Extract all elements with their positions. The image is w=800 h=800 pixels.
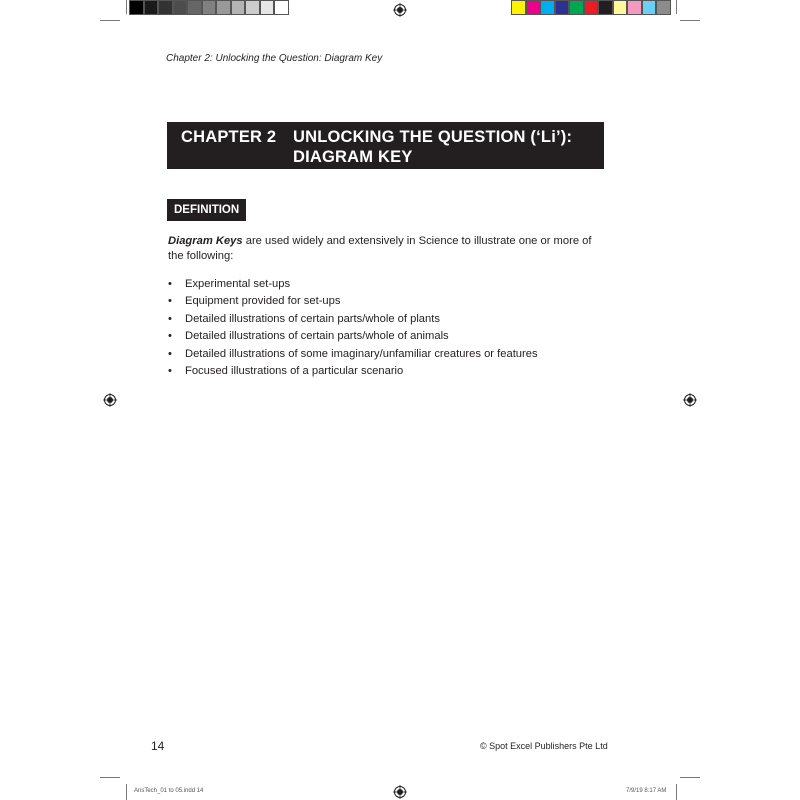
crop-mark bbox=[100, 777, 120, 778]
page-number: 14 bbox=[151, 739, 165, 753]
chapter-title-line1: UNLOCKING THE QUESTION (‘Li’): bbox=[293, 128, 573, 146]
color-swatch bbox=[584, 0, 599, 15]
color-swatch bbox=[187, 0, 202, 15]
list-item: • Detailed illustrations of certain parts/whole of plants bbox=[168, 312, 538, 329]
color-swatch bbox=[144, 0, 159, 15]
bullet-list bbox=[168, 277, 538, 381]
color-swatch bbox=[245, 0, 260, 15]
color-swatch bbox=[526, 0, 541, 15]
color-swatch bbox=[642, 0, 657, 15]
color-swatch bbox=[231, 0, 246, 15]
crop-mark bbox=[126, 784, 127, 800]
color-swatch bbox=[158, 0, 173, 15]
intro-paragraph bbox=[168, 234, 608, 264]
color-swatch bbox=[274, 0, 289, 15]
color-swatch bbox=[555, 0, 570, 15]
crop-mark bbox=[676, 784, 677, 800]
chapter-heading bbox=[167, 122, 604, 169]
color-swatch bbox=[260, 0, 275, 15]
color-swatch bbox=[656, 0, 671, 15]
color-swatch bbox=[202, 0, 217, 15]
list-item: • Equipment provided for set-ups bbox=[168, 294, 538, 311]
registration-mark-icon bbox=[393, 3, 407, 17]
color-swatch bbox=[598, 0, 613, 15]
running-head: Chapter 2: Unlocking the Question: Diagram Key bbox=[166, 53, 383, 64]
crop-mark bbox=[680, 777, 700, 778]
list-item: • Detailed illustrations of some imaginary/unfamiliar creatures or features bbox=[168, 347, 538, 364]
crop-mark bbox=[100, 20, 120, 21]
intro-text: are used widely and extensively in Science to illustrate one or more of the following: bbox=[168, 235, 592, 262]
color-swatch bbox=[569, 0, 584, 15]
crop-mark bbox=[126, 0, 127, 14]
color-swatch bbox=[216, 0, 231, 15]
color-swatch bbox=[511, 0, 526, 15]
list-item: • Focused illustrations of a particular scenario bbox=[168, 364, 538, 381]
color-swatch bbox=[129, 0, 144, 15]
color-swatch bbox=[627, 0, 642, 15]
color-swatch bbox=[540, 0, 555, 15]
chapter-title-line2: DIAGRAM KEY bbox=[293, 148, 413, 166]
registration-mark-icon bbox=[393, 785, 407, 799]
definition-badge: DEFINITION bbox=[167, 199, 246, 221]
copyright-notice: © Spot Excel Publishers Pte Ltd bbox=[480, 741, 608, 751]
intro-term: Diagram Keys bbox=[168, 235, 243, 247]
slug-date: 7/9/19 8:17 AM bbox=[626, 788, 667, 794]
list-item: • Experimental set-ups bbox=[168, 277, 538, 294]
color-swatch bbox=[613, 0, 628, 15]
chapter-label: CHAPTER 2 bbox=[181, 128, 277, 146]
crop-mark bbox=[680, 20, 700, 21]
list-item: • Detailed illustrations of certain parts/whole of animals bbox=[168, 329, 538, 346]
crop-mark bbox=[676, 0, 677, 14]
color-swatch bbox=[173, 0, 188, 15]
slug-file: AnsTech_01 to 05.indd 14 bbox=[134, 788, 204, 794]
registration-mark-icon bbox=[683, 393, 697, 407]
registration-mark-icon bbox=[103, 393, 117, 407]
